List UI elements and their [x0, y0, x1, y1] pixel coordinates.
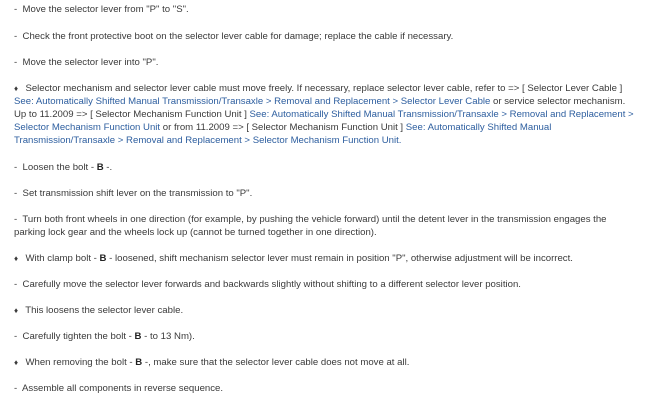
note-marker: ♦: [14, 84, 19, 93]
step-marker: -: [14, 162, 18, 173]
note-text: When removing the bolt -: [25, 357, 136, 368]
bolt-label: B: [99, 253, 107, 264]
link-selector-mechanism-unit-from-2009[interactable]: See: Automatically Shifted Manual Transmission/Transaxle > Removal and Replacement > Selector Mechanism Function Unit.: [14, 122, 552, 146]
note-text: This loosens the selector lever cable.: [25, 305, 184, 316]
note-text: - loosened, shift mechanism selector lever must remain in position "P", otherwise adjustment will be incorrect.: [106, 253, 573, 264]
step-assemble-components: [14, 382, 636, 395]
link-selector-lever-cable[interactable]: See: Automatically Shifted Manual Transmission/Transaxle > Removal and Replacement > Selector Lever Cable: [14, 96, 491, 107]
note-loosens-cable: [14, 304, 636, 317]
step-text: Move the selector lever into "P".: [22, 57, 159, 68]
bolt-label: B: [135, 357, 143, 368]
step-text: Assemble all components in reverse sequence.: [22, 383, 224, 394]
note-marker: ♦: [14, 306, 19, 315]
step-check-protective-boot: [14, 30, 636, 43]
step-text: - to 13 Nm).: [141, 331, 195, 342]
step-text: Carefully tighten the bolt -: [22, 331, 135, 342]
step-marker: -: [14, 4, 18, 15]
step-marker: -: [14, 331, 18, 342]
bolt-label: B: [96, 162, 104, 173]
step-text: Turn both front wheels in one direction (for example, by pushing the vehicle forward) until the detent lever in the transmission engages the parking lock gear and the wheels lock up (cannot be turned together in one direction).: [14, 214, 607, 238]
note-removing-bolt: [14, 356, 636, 369]
step-marker: -: [14, 31, 18, 42]
step-tighten-bolt: [14, 330, 636, 343]
step-marker: -: [14, 383, 18, 394]
note-clamp-bolt: [14, 252, 636, 265]
step-loosen-bolt: [14, 161, 636, 174]
step-move-lever-p-to-s: [14, 3, 636, 16]
note-text: Selector mechanism and selector lever cable must move freely. If necessary, replace selector lever cable, refer to => [ Selector Lever Cable ]: [25, 83, 623, 94]
step-turn-wheels: [14, 213, 636, 239]
step-marker: -: [14, 214, 18, 225]
step-marker: -: [14, 57, 18, 68]
step-set-shift-lever: [14, 187, 636, 200]
step-text: Loosen the bolt -: [22, 162, 97, 173]
bolt-label: B: [134, 331, 142, 342]
step-text: Move the selector lever from "P" to "S".: [22, 4, 189, 15]
link-selector-mechanism-unit-up-to-2009[interactable]: See: Automatically Shifted Manual Transmission/Transaxle > Removal and Replacement > Selector Mechanism Function Unit: [14, 109, 634, 133]
note-marker: ♦: [14, 358, 19, 367]
note-text: or from 11.2009 => [ Selector Mechanism Function Unit ]: [162, 122, 404, 133]
step-move-lever-slightly: [14, 278, 636, 291]
step-marker: -: [14, 279, 18, 290]
note-marker: ♦: [14, 254, 19, 263]
step-text: Carefully move the selector lever forwards and backwards slightly without shifting to a different selector lever position.: [22, 279, 521, 290]
step-text: -.: [103, 162, 113, 173]
step-move-lever-p: [14, 56, 636, 69]
step-text: Set transmission shift lever on the transmission to "P".: [22, 188, 253, 199]
note-text: -, make sure that the selector lever cable does not move at all.: [142, 357, 410, 368]
note-text: or service selector mechanism. Up to 11.2009 => [ Selector Mechanism Function Unit ]: [14, 96, 626, 120]
step-text: Check the front protective boot on the selector lever cable for damage; replace the cable if necessary.: [22, 31, 454, 42]
step-marker: -: [14, 188, 18, 199]
note-free-movement: [14, 82, 636, 147]
note-text: With clamp bolt -: [25, 253, 100, 264]
